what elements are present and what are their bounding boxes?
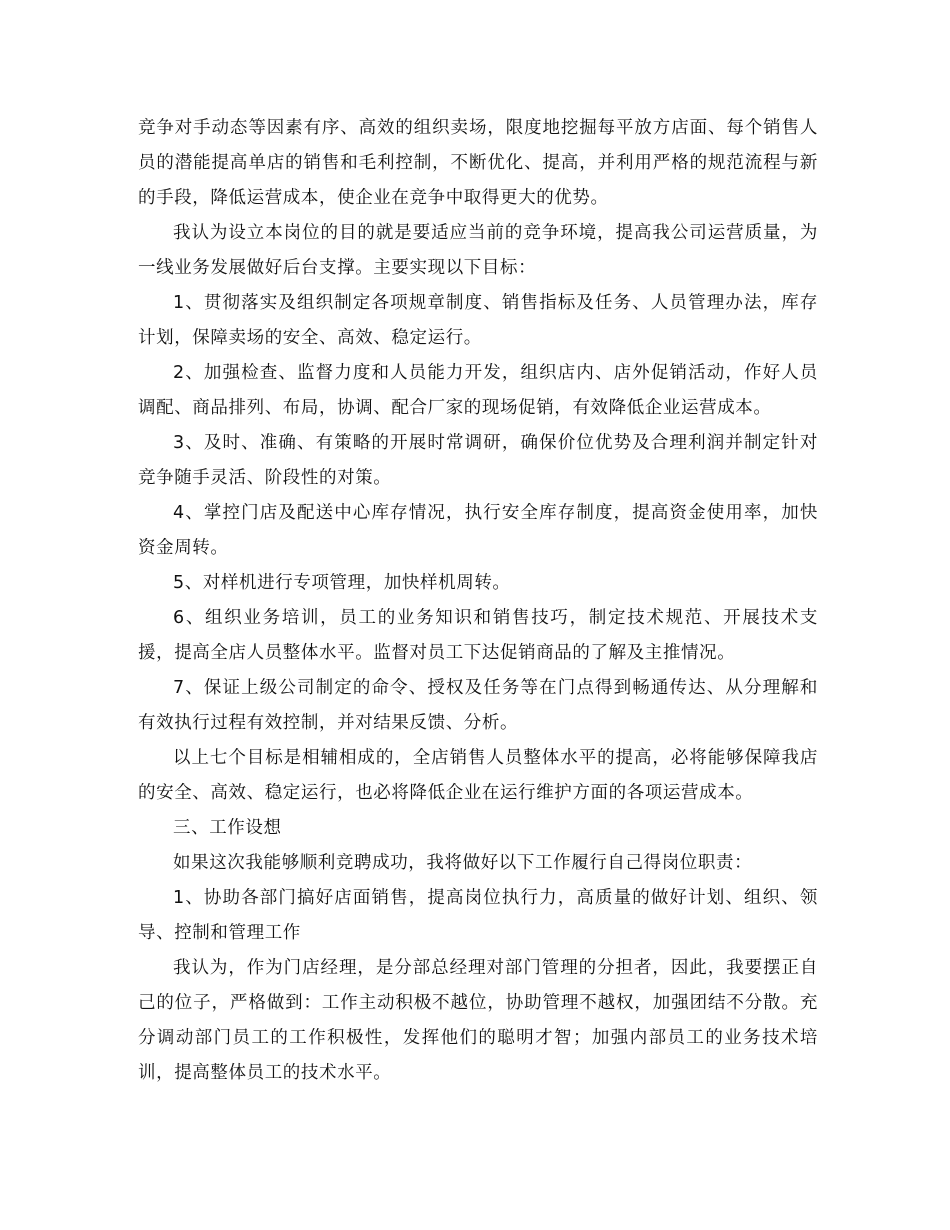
document-body xyxy=(138,111,818,1091)
paragraph: 我认为设立本岗位的目的就是要适应当前的竞争环境，提高我公司运营质量，为一线业务发展做好后台支撑。主要实现以下目标： xyxy=(138,223,818,278)
section-heading: 三、工作设想 xyxy=(173,818,282,838)
paragraph: 如果这次我能够顺利竞聘成功，我将做好以下工作履行自己得岗位职责： xyxy=(173,853,753,873)
list-item: 7、保证上级公司制定的命令、授权及任务等在门点得到畅通传达、从分理解和有效执行过程有效控制，并对结果反馈、分析。 xyxy=(138,678,818,733)
list-item: 1、协助各部门搞好店面销售，提高岗位执行力，高质量的做好计划、组织、领导、控制和管理工作 xyxy=(138,888,818,943)
list-item: 2、加强检查、监督力度和人员能力开发，组织店内、店外促销活动，作好人员调配、商品排列、布局，协调、配合厂家的现场促销，有效降低企业运营成本。 xyxy=(138,363,818,418)
list-item: 1、贯彻落实及组织制定各项规章制度、销售指标及任务、人员管理办法，库存计划，保障卖场的安全、高效、稳定运行。 xyxy=(138,293,818,348)
list-item: 6、组织业务培训，员工的业务知识和销售技巧，制定技术规范、开展技术支援，提高全店人员整体水平。监督对员工下达促销商品的了解及主推情况。 xyxy=(138,608,818,663)
paragraph: 我认为，作为门店经理，是分部总经理对部门管理的分担者，因此，我要摆正自己的位子，严格做到：工作主动积极不越位，协助管理不越权，加强团结不分散。充分调动部门员工的工作积极性，发挥他们的聪明才智；加强内部员工的业务技术培训，提高整体员工的技术水平。 xyxy=(138,958,818,1083)
list-item: 3、及时、准确、有策略的开展时常调研，确保价位优势及合理利润并制定针对竞争随手灵活、阶段性的对策。 xyxy=(138,433,818,488)
paragraph: 以上七个目标是相辅相成的，全店销售人员整体水平的提高，必将能够保障我店的安全、高效、稳定运行，也必将降低企业在运行维护方面的各项运营成本。 xyxy=(138,748,818,803)
list-item: 4、掌控门店及配送中心库存情况，执行安全库存制度，提高资金使用率，加快资金周转。 xyxy=(138,503,818,558)
paragraph: 竞争对手动态等因素有序、高效的组织卖场，限度地挖掘每平放方店面、每个销售人员的潜能提高单店的销售和毛利控制，不断优化、提高，并利用严格的规范流程与新的手段，降低运营成本，使企业在竞争中取得更大的优势。 xyxy=(138,118,818,208)
list-item: 5、对样机进行专项管理，加快样机周转。 xyxy=(173,573,511,593)
